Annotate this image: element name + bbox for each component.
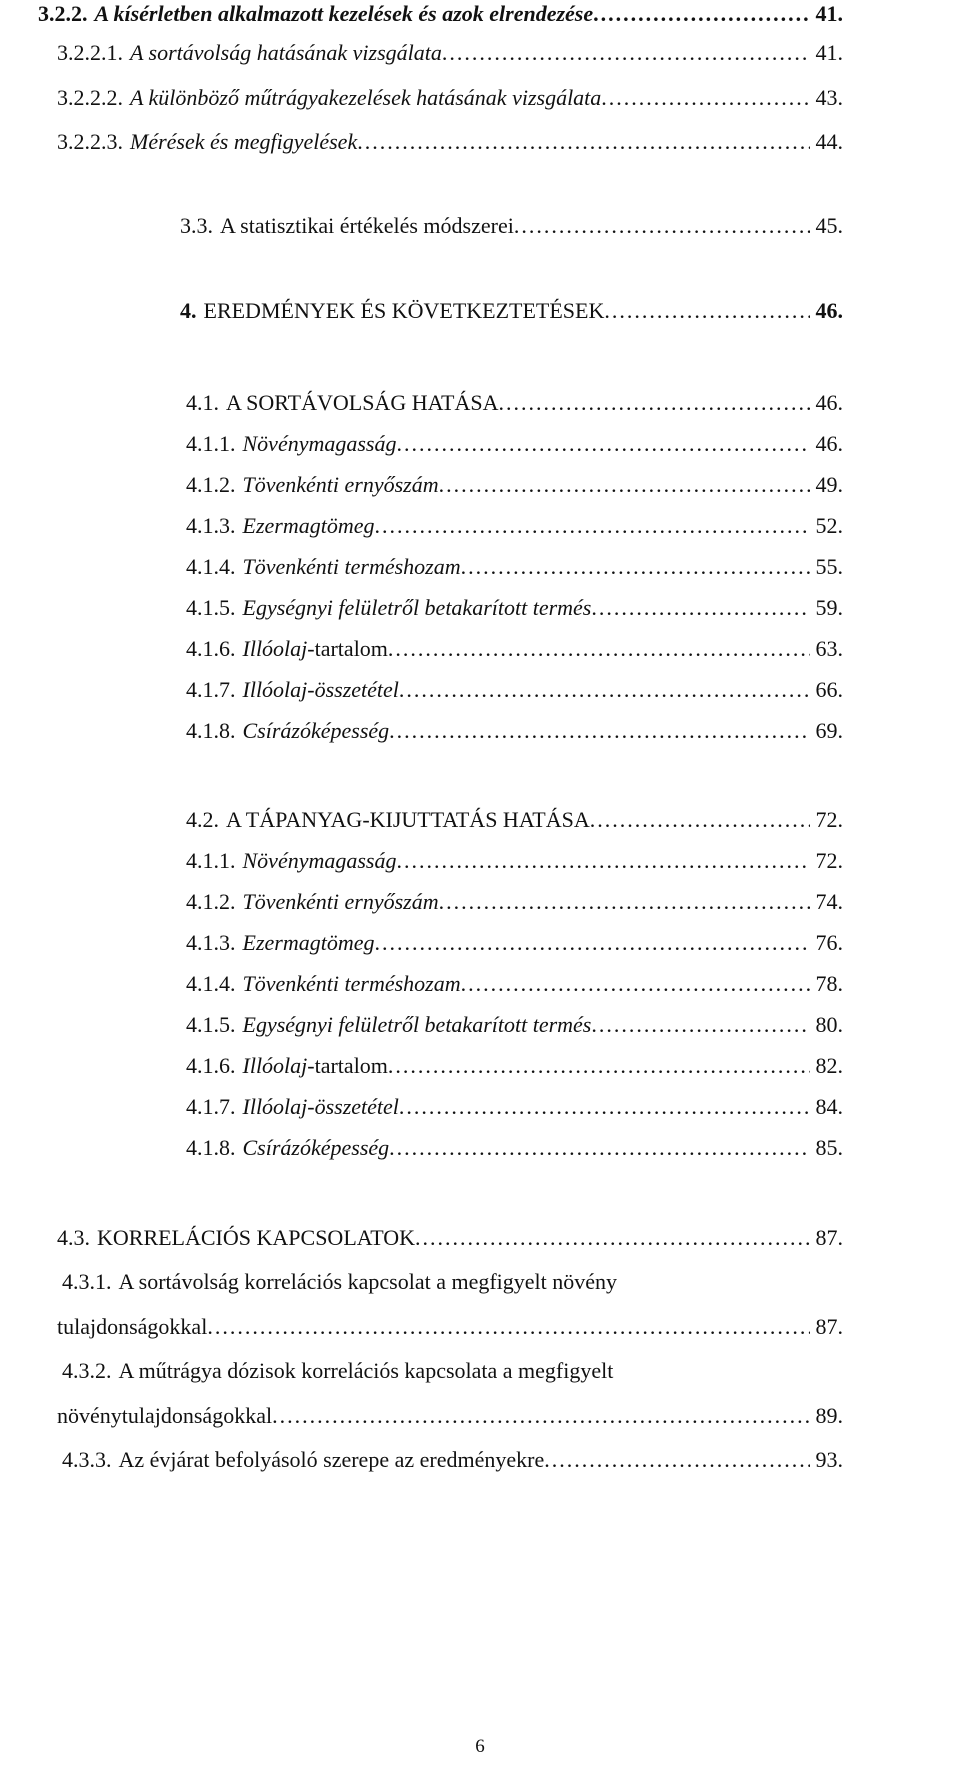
toc-leader [442,39,810,67]
toc-entry-page: 49. [815,472,843,497]
toc-entry-title: KORRELÁCIÓS KAPCSOLATOK [97,1225,416,1250]
toc-entry-title: A kísérletben alkalmazott kezelések és azok elrendezése [94,1,594,26]
toc-entry[interactable] [180,297,843,325]
toc-leader [499,389,810,417]
toc-entry-page: 78. [815,971,843,996]
toc-entry-number: 3.2.2. [38,1,88,26]
toc-entry[interactable] [186,717,843,745]
toc-entry-page: 41. [815,40,843,65]
toc-entry-number: 3.2.2.2. [57,85,123,110]
toc-entry-page: 85. [815,1135,843,1160]
toc-entry-number: 3.2.2.1. [57,40,123,65]
toc-entry[interactable] [57,84,843,112]
toc-entry-number: 4.1.2. [186,889,236,914]
toc-entry[interactable] [186,512,843,540]
toc-entry-number: 4.1.2. [186,472,236,497]
toc-entry[interactable] [186,430,843,458]
toc-leader [544,1446,809,1474]
toc-entry-title: növénytulajdonságokkal [57,1403,273,1428]
toc-entry-page: 87. [815,1314,843,1339]
toc-entry-title: Mérések és megfigyelések [130,129,358,154]
toc-entry-title: Növénymagasság [242,848,397,873]
toc-entry-title: Tövenkénti terméshozam [242,554,461,579]
toc-entry[interactable] [186,806,843,834]
toc-entry[interactable] [186,1052,843,1080]
toc-entry-page: 46. [815,298,843,323]
toc-entry-page: 44. [815,129,843,154]
toc-entry-number: 4.1.4. [186,971,236,996]
toc-entry[interactable] [186,635,843,663]
toc-entry-title: EREDMÉNYEK ÉS KÖVETKEZTETÉSEK [203,298,605,323]
toc-entry-page: 63. [815,636,843,661]
toc-entry-number: 4.1.4. [186,554,236,579]
toc-entry-page: 45. [815,213,843,238]
toc-entry-title: Tövenkénti ernyőszám [242,472,439,497]
toc-entry-page: 87. [815,1225,843,1250]
toc-entry-page: 52. [815,513,843,538]
toc-entry[interactable] [186,970,843,998]
toc-leader [514,212,810,240]
toc-leader [374,929,809,957]
toc-entry-number: 4.1.8. [186,718,236,743]
toc-entry[interactable] [57,128,843,156]
toc-entry[interactable] [186,389,843,417]
toc-leader [207,1313,809,1341]
toc-entry-page: 59. [815,595,843,620]
toc-leader [399,1093,810,1121]
toc-entry-number: 4.1.1. [186,848,236,873]
toc-entry-title: Tövenkénti terméshozam [242,971,461,996]
toc-entry[interactable] [186,553,843,581]
toc-entry-title: A műtrágya dózisok korrelációs kapcsolata a megfigyelt [118,1358,614,1383]
toc-entry-number: 4.1.6. [186,636,236,661]
toc-entry-page: 46. [815,390,843,415]
toc-entry-page: 76. [815,930,843,955]
toc-entry[interactable] [186,1093,843,1121]
toc-entry-title: A különböző műtrágyakezelések hatásának vizsgálata [130,85,602,110]
toc-entry-title: Az évjárat befolyásoló szerepe az eredményekre [118,1447,545,1472]
toc-leader [439,888,810,916]
toc-entry-title [243,635,388,663]
toc-entry[interactable] [186,594,843,622]
toc-entry-number: 4.1.7. [186,677,236,702]
toc-entry-title: Illóolaj-összetétel [242,677,399,702]
toc-entry-title: Illóolaj-összetétel [242,1094,399,1119]
toc-entry[interactable] [186,888,843,916]
toc-entry-title-suffix: -tartalom [307,636,388,661]
toc-entry[interactable] [186,847,843,875]
toc-leader [601,84,809,112]
toc-entry[interactable] [186,471,843,499]
toc-entry-number: 4.3. [57,1225,90,1250]
toc-entry-number: 3.2.2.3. [57,129,123,154]
toc-entry-title: A statisztikai értékelés módszerei [220,213,514,238]
toc-entry-number: 4. [180,298,197,323]
toc-leader [439,471,810,499]
toc-entry-number: 4.1.5. [186,1012,236,1037]
toc-entry-title: Csírázóképesség [242,718,390,743]
toc-entry-page: 89. [815,1403,843,1428]
toc-entry-title: A TÁPANYAG-KIJUTTATÁS HATÁSA [226,807,590,832]
toc-entry-title: Növénymagasság [242,431,397,456]
toc-entry-title: Egységnyi felületről betakarított termés [242,1012,592,1037]
toc-entry-title-suffix: -tartalom [307,1053,388,1078]
toc-entry-number: 4.3.2. [62,1358,112,1383]
toc-leader [604,297,809,325]
toc-leader [415,1224,809,1252]
toc-leader [396,847,809,875]
toc-entry-number: 4.1.8. [186,1135,236,1160]
toc-entry-page: 41. [815,1,843,26]
toc-leader [591,594,809,622]
toc-leader [461,553,810,581]
toc-entry-number: 4.1.7. [186,1094,236,1119]
toc-entry[interactable] [57,1224,843,1252]
toc-entry-title-main: Illóolaj [242,636,308,661]
toc-entry-page: 46. [815,431,843,456]
toc-entry-title [243,1052,388,1080]
toc-leader [590,806,810,834]
toc-leader [388,1052,810,1080]
toc-entry-number: 4.1.1. [186,431,236,456]
toc-entry-page: 72. [815,848,843,873]
toc-leader [389,1134,809,1162]
toc-entry-number: 4.1.6. [186,1053,236,1078]
toc-entry[interactable] [180,212,843,240]
toc-entry-page: 93. [815,1447,843,1472]
toc-entry-page: 82. [815,1053,843,1078]
toc-entry-number: 4.1.5. [186,595,236,620]
toc-entry-title: Ezermagtömeg [242,930,375,955]
toc-entry[interactable] [62,1446,843,1474]
toc-leader [461,970,810,998]
toc-entry[interactable] [186,676,843,704]
toc-entry-title: Tövenkénti ernyőszám [242,889,439,914]
toc-entry-page: 66. [815,677,843,702]
toc-entry-page: 72. [815,807,843,832]
toc-leader [272,1402,809,1430]
toc-entry-continuation[interactable] [57,1313,843,1341]
toc-entry-number: 4.1.3. [186,930,236,955]
toc-leader [374,512,809,540]
toc-entry-page: 80. [815,1012,843,1037]
toc-entry-page: 55. [815,554,843,579]
toc-entry[interactable] [57,39,843,67]
toc-entry-page: 43. [815,85,843,110]
toc-entry-title-main: Illóolaj [242,1053,308,1078]
page-number: 6 [475,1736,485,1757]
toc-entry-page: 84. [815,1094,843,1119]
toc-entry[interactable] [62,1357,843,1385]
toc-entry[interactable] [62,1268,843,1296]
toc-entry-number: 4.3.3. [62,1447,112,1472]
toc-entry-number: 4.1.3. [186,513,236,538]
toc-leader [396,430,809,458]
toc-entry-number: 3.3. [180,213,213,238]
toc-entry[interactable] [38,0,843,28]
toc-entry-title: A sortávolság hatásának vizsgálata [130,40,442,65]
toc-leader [388,635,810,663]
toc-leader [389,717,809,745]
toc-entry-title: tulajdonságokkal [57,1314,208,1339]
toc-entry-number: 4.1. [186,390,219,415]
toc-leader [591,1011,809,1039]
toc-leader [399,676,810,704]
toc-entry-page: 69. [815,718,843,743]
toc-entry-title: Csírázóképesség [242,1135,390,1160]
toc-entry-title: A SORTÁVOLSÁG HATÁSA [226,390,499,415]
toc-entry-page: 74. [815,889,843,914]
toc-leader [593,0,809,28]
toc-leader [357,128,809,156]
toc-entry[interactable] [186,1134,843,1162]
toc-entry-continuation[interactable] [57,1402,843,1430]
toc-entry[interactable] [186,1011,843,1039]
toc-entry-number: 4.2. [186,807,219,832]
toc-entry[interactable] [186,929,843,957]
toc-entry-title: Egységnyi felületről betakarított termés [242,595,592,620]
toc-entry-title: Ezermagtömeg [242,513,375,538]
toc-entry-number: 4.3.1. [62,1269,112,1294]
toc-entry-title: A sortávolság korrelációs kapcsolat a megfigyelt növény [118,1269,618,1294]
